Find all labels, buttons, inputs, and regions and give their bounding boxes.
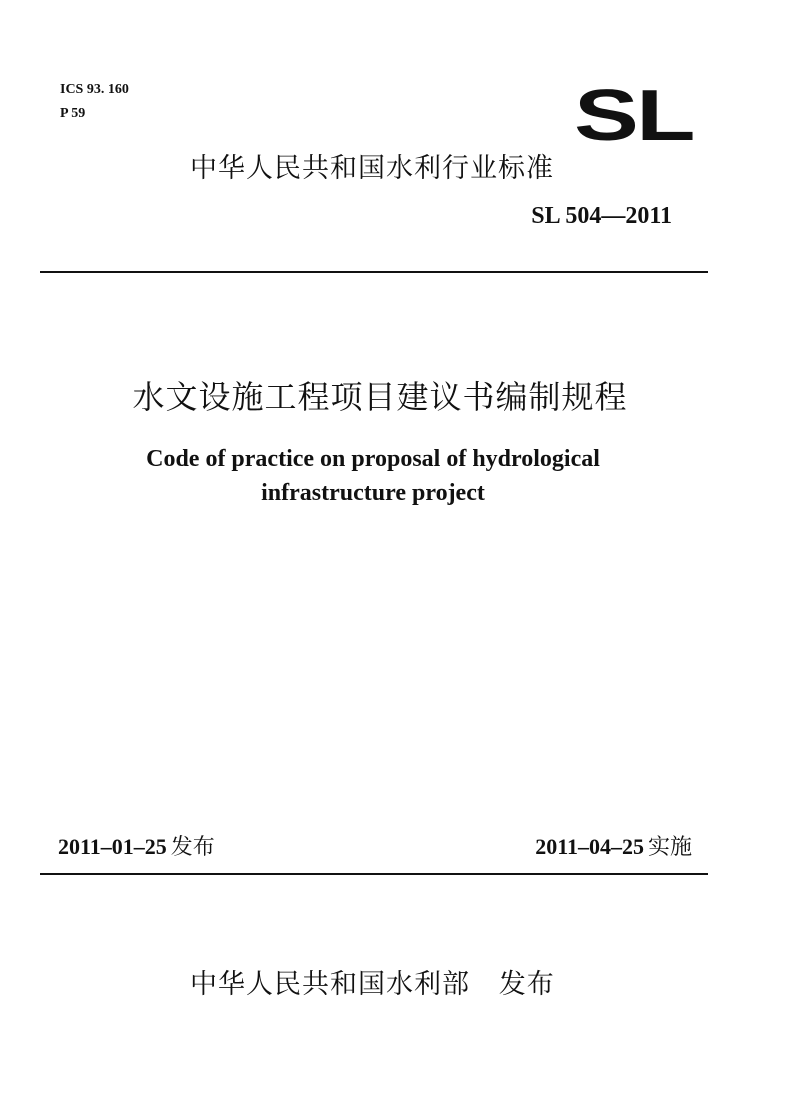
- ics-code: ICS 93. 160: [60, 82, 129, 97]
- issue-date: 2011–01–25: [58, 834, 167, 859]
- top-divider: [40, 271, 708, 273]
- implement-date-block: [535, 830, 692, 861]
- sl-logo: SL: [574, 76, 693, 156]
- title-english: [0, 442, 746, 510]
- standard-number: SL 504—2011: [531, 203, 672, 229]
- bottom-divider: [40, 873, 708, 875]
- implement-date: 2011–04–25: [535, 834, 644, 859]
- issue-date-block: [58, 830, 215, 861]
- p-code: P 59: [60, 106, 86, 121]
- issue-label: 发布: [170, 835, 215, 860]
- title-english-line2: infrastructure project: [261, 480, 485, 506]
- title-english-line1: Code of practice on proposal of hydrological: [146, 446, 600, 472]
- industry-standard-label: 中华人民共和国水利行业标准: [190, 153, 554, 184]
- implement-label: 实施: [647, 835, 692, 860]
- title-chinese: 水文设施工程项目建议书编制规程: [132, 378, 628, 416]
- publisher-name: 中华人民共和国水利部: [190, 969, 470, 1000]
- publish-label: 发布: [498, 969, 555, 1000]
- publisher-block: [190, 962, 555, 1001]
